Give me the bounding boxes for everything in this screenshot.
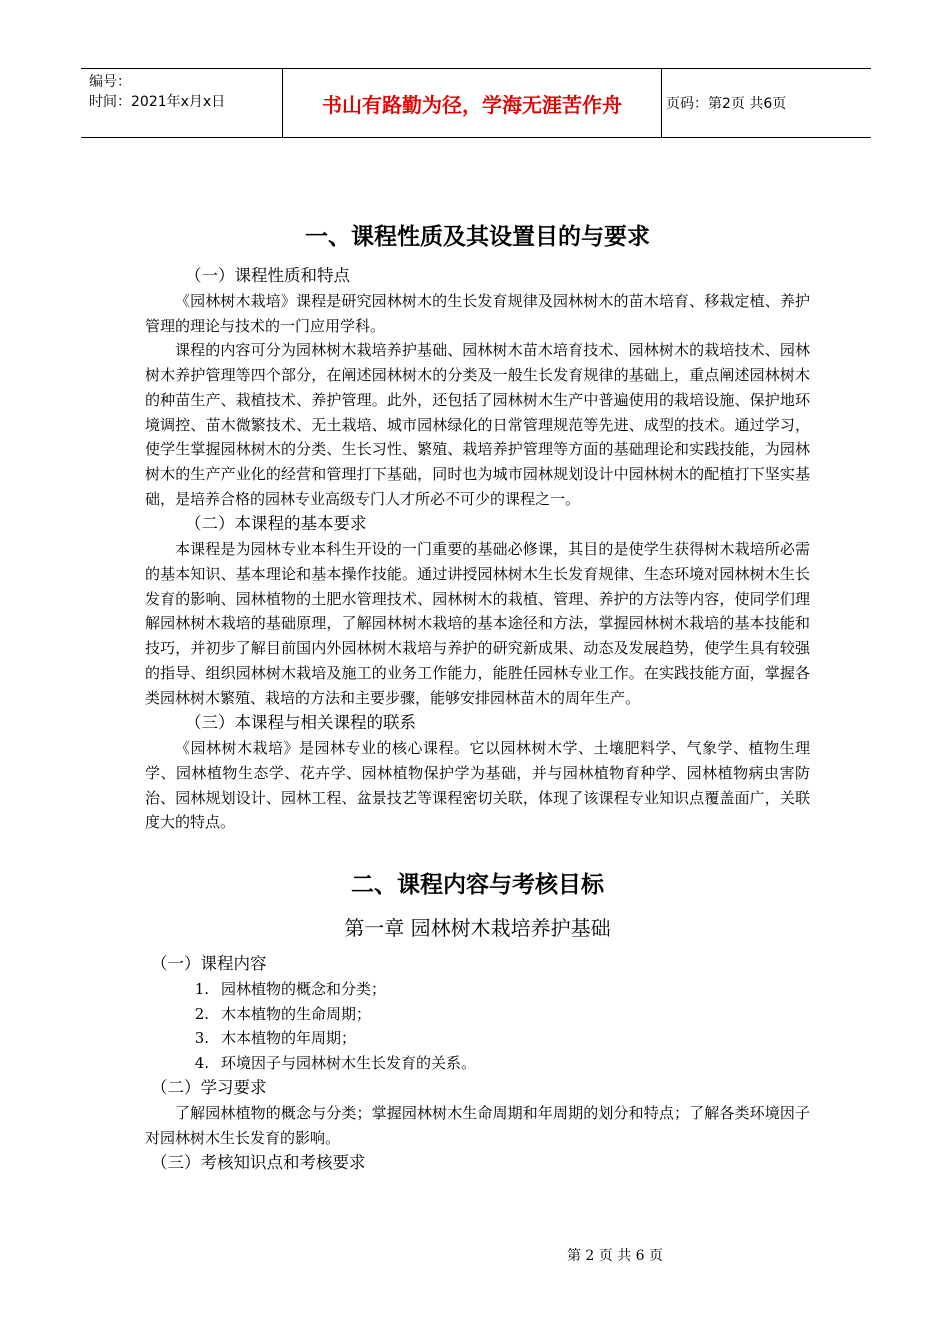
section-2-title: 二、课程内容与考核目标 <box>351 872 604 899</box>
requirements-heading: （二）学习要求 <box>151 1078 267 1098</box>
list-item <box>145 977 810 1002</box>
paragraph: 本课程是为园林专业本科生开设的一门重要的基础必修课，其目的是使学生获得树木栽培所必需的基本知识、基本理论和基本操作技能。通过讲授园林树木生长发育规律、生态环境对园林树木生长发育的影响、园林植物的土肥水管理技术、园林树木的栽植、管理、养护的方法等内容，使同学们理解园林树木栽培的基础原理，了解园林树木栽培的基本途径和方法，掌握园林树木栽培的基本技能和技巧，并初步了解目前国内外园林树木栽培与养护的研究新成果、动态及发展趋势，使学生具有较强的指导、组织园林树木栽培及施工的业务工作能力，能胜任园林专业工作。在实践技能方面，掌握各类园林树木繁殖、栽培的方法和主要步骤，能够安排园林苗木的周年生产。 <box>145 540 810 707</box>
content-heading: （一）课程内容 <box>151 954 267 974</box>
list-item-number: 1. <box>194 980 209 999</box>
paragraph: 课程的内容可分为园林树木栽培养护基础、园林树木苗木培育技术、园林树木的栽培技术、园林树木养护管理等四个部分，在阐述园林树木的分类及一般生长发育规律的基础上，重点阐述园林树木的种苗生产、栽植技术、养护管理。此外，还包括了园林树木生产中普遍使用的栽培设施、保护地环境调控、苗木微繁技术、无土栽培、城市园林绿化的日常管理规范等先进、成型的技术。通过学习，使学生掌握园林树木的分类、生长习性、繁殖、栽培养护管理等方面的基础理论和实践技能，为园林树木的生产产业化的经营和管理打下基础，同时也为城市园林规划设计中园林树木的配植打下坚实基础，是培养合格的园林专业高级专门人才所必不可少的课程之一。 <box>145 341 810 508</box>
content-list <box>145 977 810 1075</box>
list-item <box>145 1051 810 1076</box>
list-item-number: 3. <box>194 1029 209 1048</box>
page-header <box>81 68 871 138</box>
footer-page-number: 第 2 页 共 6 页 <box>566 1248 664 1264</box>
paragraph: 了解园林植物的概念与分类；掌握园林树木生命周期和年周期的划分和特点；了解各类环境因子对园林树木生长发育的影响。 <box>145 1104 810 1147</box>
list-item-text: 环境因子与园林树木生长发育的关系。 <box>221 1053 477 1072</box>
list-item-text: 木本植物的生命周期； <box>221 1004 372 1023</box>
list-item-number: 4. <box>194 1053 209 1072</box>
subsection-heading: （二）本课程的基本要求 <box>185 514 367 534</box>
header-motto: 书山有路勤为径，学海无涯苦作舟 <box>282 69 662 137</box>
list-item-number: 2. <box>194 1004 209 1023</box>
chapter-title: 第一章 园林树木栽培养护基础 <box>344 916 611 941</box>
subsection-heading: （三）本课程与相关课程的联系 <box>185 713 416 733</box>
subsection-heading: （一）课程性质和特点 <box>185 266 350 285</box>
paragraph: 《园林树木栽培》课程是研究园林树木的生长发育规律及园林树木的苗木培育、移栽定植、养护管理的理论与技术的一门应用学科。 <box>145 292 810 335</box>
list-item <box>145 1002 810 1027</box>
list-item-text: 木本植物的年周期； <box>221 1029 357 1048</box>
header-meta <box>89 72 279 112</box>
document-number-label: 编号： <box>89 74 131 90</box>
list-item-text: 园林植物的概念和分类； <box>221 980 387 999</box>
page-footer <box>0 1245 950 1265</box>
section-1-title: 一、课程性质及其设置目的与要求 <box>305 224 650 250</box>
list-item <box>145 1026 810 1051</box>
exam-heading: （三）考核知识点和考核要求 <box>151 1153 366 1173</box>
header-page-info: 页码：第2页 共6页 <box>666 96 787 112</box>
paragraph: 《园林树木栽培》是园林专业的核心课程。它以园林树木学、土壤肥料学、气象学、植物生理学、园林植物生态学、花卉学、园林植物保护学为基础，并与园林植物育种学、园林植物病虫害防治、园林规划设计、园林工程、盆景技艺等课程密切关联，体现了该课程专业知识点覆盖面广，关联度大的特点。 <box>145 739 810 832</box>
document-body <box>145 215 810 1176</box>
document-date-label: 时间：2021年x月x日 <box>89 94 226 110</box>
